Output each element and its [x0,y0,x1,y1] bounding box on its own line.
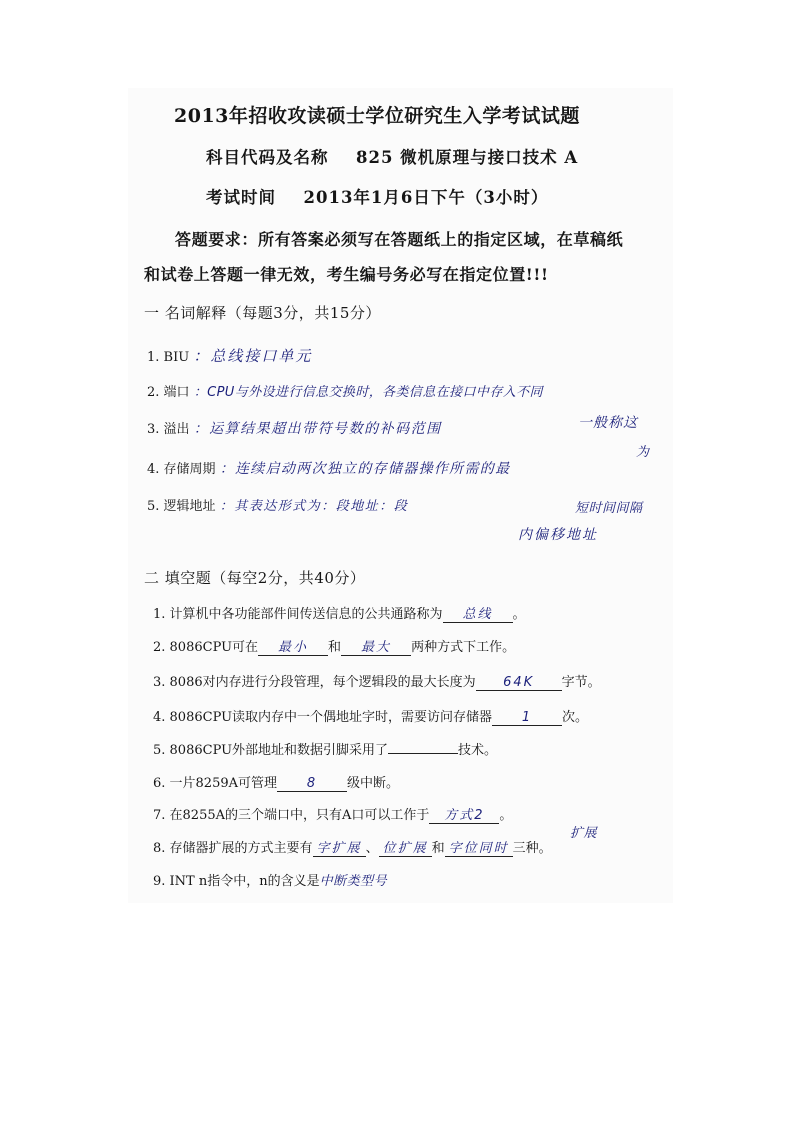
fill-text: 、 [365,841,379,856]
fill-item [153,772,399,792]
fill-answer: 字扩展 [313,837,366,857]
requirements-line-2: 和试卷上答题一律无效，考生编号务必写在指定位置!!! [144,265,549,284]
term-answer-continuation: 内偏移地址 [518,527,598,543]
fill-text: 和 [431,841,445,856]
fill-text: 9. INT n指令中，n的含义是 [153,874,320,889]
fill-text: 和 [328,640,342,655]
term-label: 3. 溢出 [147,422,190,437]
term-margin-note: 为 [636,445,652,460]
fill-item [153,837,552,857]
fill-answer [388,753,458,754]
term-answer: ：CPU与外设进行信息交换时，各类信息在接口中存入不同 [193,385,543,400]
time-value: 2013年1月6日下午（3小时） [303,188,549,207]
term-margin-note: 短时间间隔 [575,501,643,516]
fill-answer: 最大 [341,636,411,656]
fill-text: 7. 在8255A的三个端口中，只有A口可以工作于 [153,808,430,823]
requirements-line-1: 答题要求：所有答案必须写在答题纸上的指定区域，在草稿纸 [175,230,624,249]
fill-text: 。 [499,808,513,823]
term-label: 2. 端口 [147,385,190,400]
fill-text: 两种方式下工作。 [411,640,516,655]
fill-item [153,870,387,889]
fill-answer: 8 [277,776,347,792]
fill-margin-note: 扩展 [570,826,598,841]
fill-text: 4. 8086CPU读取内存中一个偶地址字时，需要访问存储器 [153,710,493,725]
time-label: 考试时间 [206,188,276,207]
fill-answer: 位扩展 [379,837,432,857]
term-item [147,418,442,438]
fill-answer: 方式2 [429,804,499,824]
fill-answer: 总线 [443,603,513,623]
term-label: 5. 逻辑地址 [147,499,216,514]
fill-text: 5. 8086CPU外部地址和数据引脚采用了 [153,743,389,758]
fill-text: 3. 8086对内存进行分段管理，每个逻辑段的最大长度为 [153,675,476,690]
term-label: 4. 存储周期 [147,462,216,477]
exam-title: 2013年招收攻读硕士学位研究生入学考试试题 [174,105,580,127]
fill-answer: 最小 [258,636,328,656]
fill-text: 字节。 [561,675,601,690]
fill-answer: 1 [492,710,562,726]
fill-text: 级中断。 [347,776,400,791]
term-margin-note: 一般称这 [578,415,638,431]
subject-label: 科目代码及名称 [206,148,329,167]
term-item [147,381,543,400]
subject-value: 825 微机原理与接口技术 A [356,148,579,167]
term-item [147,458,510,478]
fill-text: 8. 存储器扩展的方式主要有 [153,841,313,856]
term-answer: ：运算结果超出带符号数的补码范围 [193,421,442,437]
fill-text: 三种。 [512,841,552,856]
fill-item [153,636,515,656]
time-line [206,184,548,208]
fill-answer: 64K [476,675,562,691]
fill-text: 2. 8086CPU可在 [153,640,259,655]
section-1-heading: 一 名词解释（每题3分，共15分） [144,304,381,322]
fill-item [153,739,497,758]
fill-text: 技术。 [458,743,498,758]
term-item [147,495,408,514]
fill-item [153,603,526,623]
term-item [147,345,312,366]
fill-item [153,804,512,824]
fill-item [153,671,601,691]
subject-line [206,144,578,168]
fill-item [153,706,588,726]
term-answer: ：连续启动两次独立的存储器操作所需的最 [219,461,511,477]
term-label: 1. BIU [147,350,190,365]
section-2-heading: 二 填空题（每空2分，共40分） [144,569,366,587]
term-answer: ：其表达形式为：段地址：段 [219,499,409,514]
fill-text: 。 [512,607,526,622]
term-answer: ：总线接口单元 [193,347,313,365]
fill-answer: 字位同时 [445,837,513,857]
fill-answer: 中断类型号 [319,874,388,889]
fill-text: 1. 计算机中各功能部件间传送信息的公共通路称为 [153,607,443,622]
fill-text: 次。 [562,710,589,725]
fill-text: 6. 一片8259A可管理 [153,776,278,791]
